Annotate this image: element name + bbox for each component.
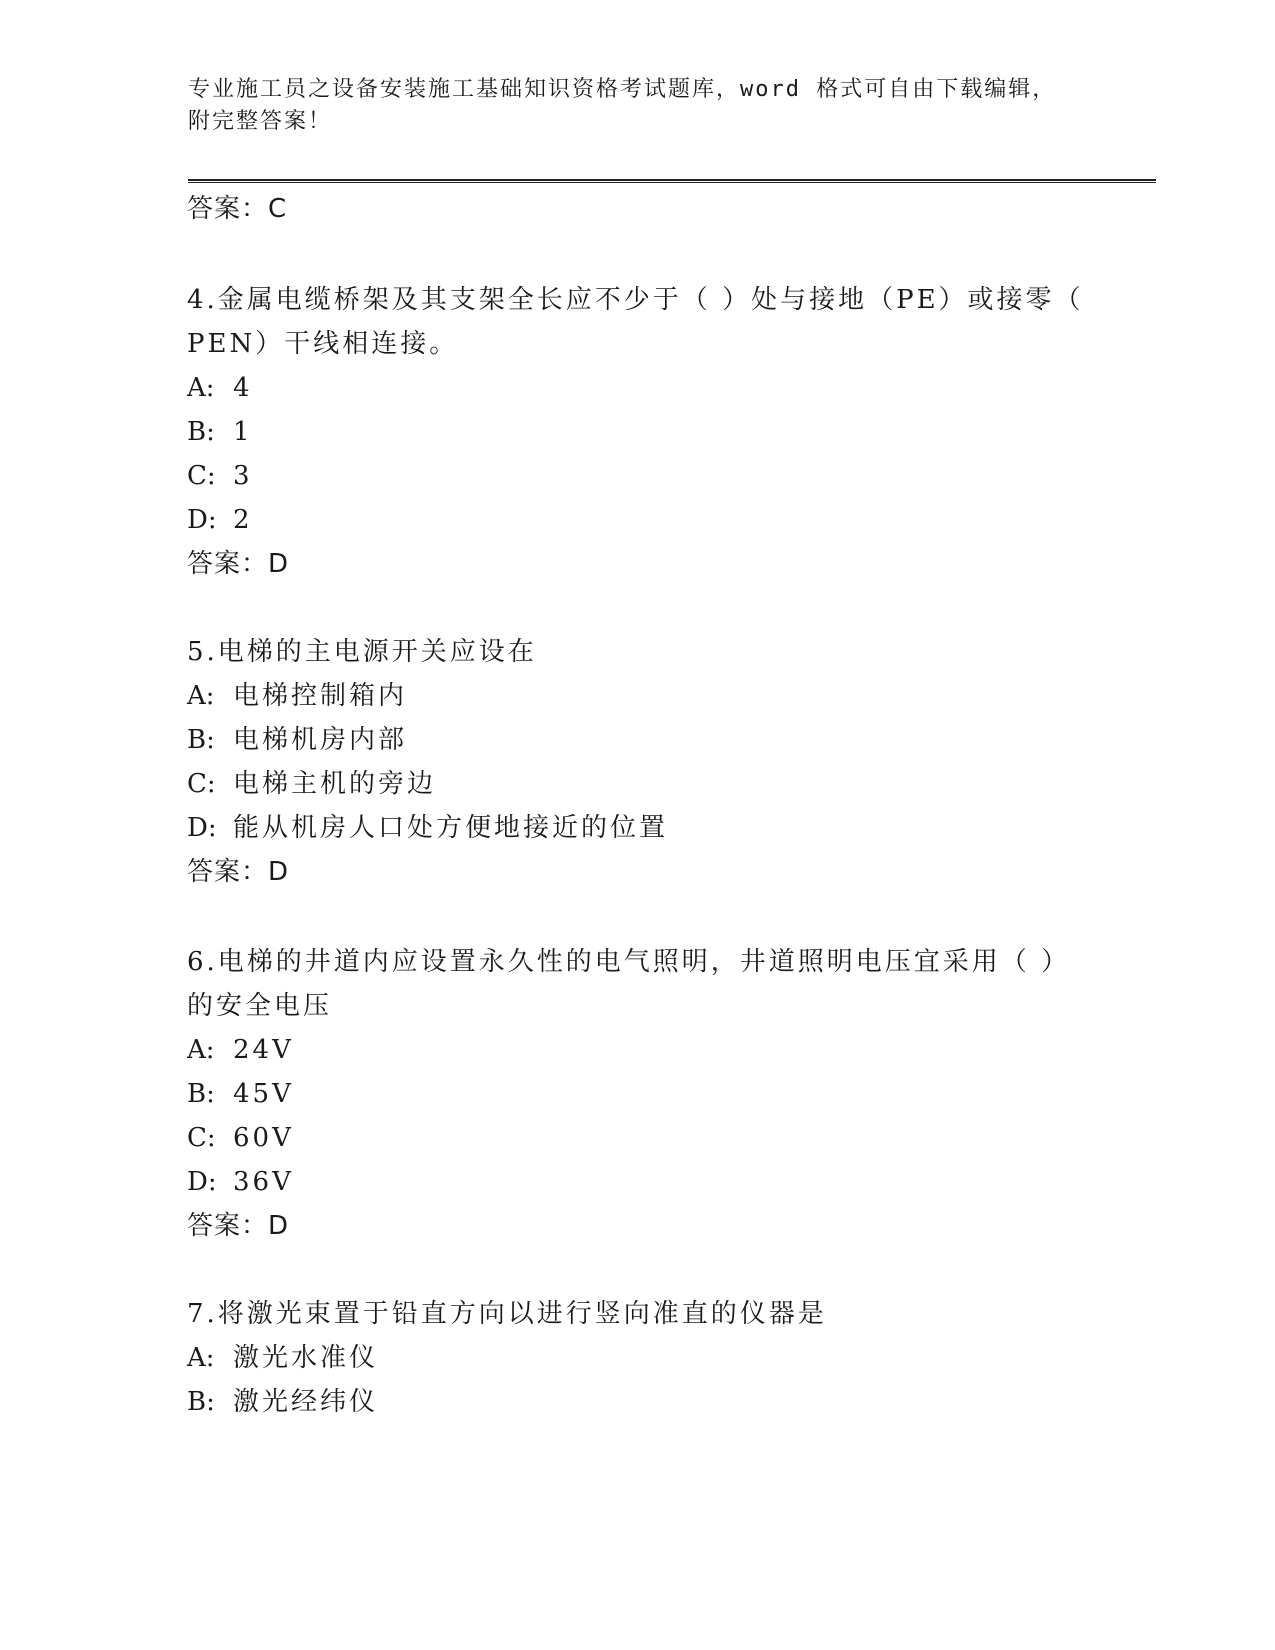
question-4-option-b xyxy=(187,414,253,450)
option-text: 电梯控制箱内 xyxy=(233,681,408,711)
option-text: 激光水准仪 xyxy=(233,1343,379,1373)
option-key: B: xyxy=(187,417,215,447)
header-line-1: 专业施工员之设备安装施工基础知识资格考试题库，word 格式可自由下载编辑， xyxy=(188,77,1057,102)
option-text: 1 xyxy=(233,417,253,447)
question-4-stem-line-2: PEN）干线相连接。 xyxy=(187,329,459,359)
option-key: D: xyxy=(187,505,217,535)
question-5-option-d xyxy=(187,810,668,846)
option-text: 4 xyxy=(233,373,253,403)
question-4-answer: 答案：D xyxy=(187,549,290,579)
question-4-option-d xyxy=(187,502,253,538)
question-6-answer: 答案：D xyxy=(187,1211,290,1241)
option-key: A: xyxy=(187,1343,215,1373)
question-4-option-c xyxy=(187,458,253,494)
option-text: 36V xyxy=(233,1167,294,1197)
option-text: 3 xyxy=(233,461,253,491)
header-line-2: 附完整答案！ xyxy=(188,109,333,134)
option-key: D: xyxy=(187,1167,217,1197)
question-6-stem-line-2: 的安全电压 xyxy=(187,991,333,1021)
question-4-stem-line-1: 4.金属电缆桥架及其支架全长应不少于（ ）处与接地（PE）或接零（ xyxy=(187,285,1084,315)
question-5-option-c xyxy=(187,766,436,802)
option-text: 60V xyxy=(233,1123,294,1153)
question-5-option-a xyxy=(187,678,407,714)
option-text: 45V xyxy=(233,1079,294,1109)
option-text: 24V xyxy=(233,1035,294,1065)
option-text: 激光经纬仪 xyxy=(233,1387,379,1417)
option-key: A: xyxy=(187,1035,215,1065)
option-key: D: xyxy=(187,813,217,843)
question-6-option-b xyxy=(187,1076,294,1112)
option-key: C: xyxy=(187,461,216,491)
question-4-option-a xyxy=(187,370,253,406)
question-5-stem: 5.电梯的主电源开关应设在 xyxy=(187,637,537,667)
question-6-option-d xyxy=(187,1164,294,1200)
question-6-option-a xyxy=(187,1032,294,1068)
option-key: A: xyxy=(187,373,215,403)
option-text: 电梯机房内部 xyxy=(233,725,408,755)
option-key: A: xyxy=(187,681,215,711)
option-key: B: xyxy=(187,1387,215,1417)
option-key: C: xyxy=(187,1123,216,1153)
question-6-option-c xyxy=(187,1120,294,1156)
option-text: 能从机房人口处方便地接近的位置 xyxy=(233,813,669,843)
option-key: B: xyxy=(187,1079,215,1109)
document-header xyxy=(188,74,1088,138)
question-7-option-a xyxy=(187,1340,378,1376)
option-text: 电梯主机的旁边 xyxy=(233,769,437,799)
question-6-stem-line-1: 6.电梯的井道内应设置永久性的电气照明，井道照明电压宜采用（ ） xyxy=(187,947,1071,977)
question-7-option-b xyxy=(187,1384,378,1420)
previous-answer: 答案：C xyxy=(187,194,288,224)
question-7-stem: 7.将激光束置于铅直方向以进行竖向准直的仪器是 xyxy=(187,1299,827,1329)
option-key: C: xyxy=(187,769,216,799)
question-5-option-b xyxy=(187,722,407,758)
option-text: 2 xyxy=(233,505,253,535)
header-divider xyxy=(188,179,1156,183)
question-5-answer: 答案：D xyxy=(187,857,290,887)
option-key: B: xyxy=(187,725,215,755)
